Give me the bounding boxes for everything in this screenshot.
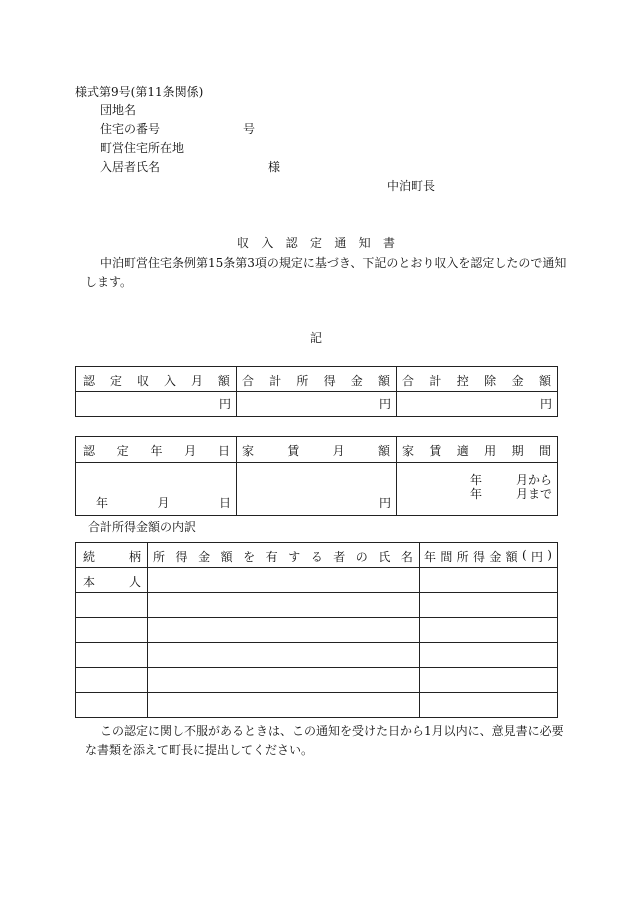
- header-relation: 続 柄: [76, 543, 148, 568]
- header-certified-monthly-income: 認 定 収 入 月 額: [76, 367, 237, 392]
- breakdown-label: 合計所得金額の内訳: [88, 520, 197, 534]
- header-monthly-rent: 家 賃 月 額: [237, 437, 397, 463]
- relation-cell[interactable]: [76, 668, 148, 693]
- house-number-suffix: 号: [243, 122, 256, 136]
- table-row: [76, 693, 558, 718]
- earner-name-cell[interactable]: [148, 693, 420, 718]
- rent-table: [75, 436, 558, 516]
- footer-text-line1: この認定に関し不服があるときは、この通知を受けた日から1月以内に、意見書に必要: [100, 724, 564, 738]
- document-title: 収 入 認 定 通 知 書: [237, 236, 395, 250]
- annual-income-cell[interactable]: [420, 643, 558, 668]
- form-number: 様式第9号(第11条関係): [75, 85, 204, 99]
- relation-cell[interactable]: [76, 643, 148, 668]
- annual-income-cell[interactable]: [420, 668, 558, 693]
- relation-cell[interactable]: 本 人: [76, 568, 148, 593]
- house-number-label: 住宅の番号: [100, 122, 161, 136]
- relation-cell[interactable]: [76, 618, 148, 643]
- earner-name-cell[interactable]: [148, 568, 420, 593]
- earner-name-cell[interactable]: [148, 593, 420, 618]
- danchi-name-label: 団地名: [100, 103, 137, 117]
- issuer: 中泊町長: [387, 179, 436, 193]
- body-text-line2: します。: [85, 275, 133, 289]
- table-row: [76, 668, 558, 693]
- total-deduction-field[interactable]: 円: [397, 392, 558, 417]
- rent-period-field[interactable]: 年 月から 年 月まで: [397, 463, 558, 516]
- header-total-deduction: 合 計 控 除 金 額: [397, 367, 558, 392]
- header-annual-income: 年 間 所 得 金 額 ( 円 ): [420, 543, 558, 568]
- body-text-line1: 中泊町営住宅条例第15条第3項の規定に基づき、下記のとおり収入を認定したので通知: [100, 256, 567, 270]
- table-row: [76, 643, 558, 668]
- monthly-rent-field[interactable]: 円: [237, 463, 397, 516]
- income-breakdown-table: [75, 542, 558, 718]
- header-total-income: 合 計 所 得 金 額: [237, 367, 397, 392]
- ki-label: 記: [310, 331, 323, 345]
- header-rent-period: 家 賃 適 用 期 間: [397, 437, 558, 463]
- table-row: [76, 593, 558, 618]
- annual-income-cell[interactable]: [420, 568, 558, 593]
- certified-monthly-income-field[interactable]: 円: [76, 392, 237, 417]
- annual-income-cell[interactable]: [420, 593, 558, 618]
- earner-name-cell[interactable]: [148, 668, 420, 693]
- annual-income-cell[interactable]: [420, 618, 558, 643]
- table-row: [76, 618, 558, 643]
- certified-date-field[interactable]: 年 月 日: [76, 463, 237, 516]
- header-earner-name: 所 得 金 額 を 有 す る 者 の 氏 名: [148, 543, 420, 568]
- relation-cell[interactable]: [76, 593, 148, 618]
- footer-text-line2: な書類を添えて町長に提出してください。: [85, 743, 314, 757]
- annual-income-cell[interactable]: [420, 693, 558, 718]
- income-table: [75, 366, 558, 417]
- resident-label: 入居者氏名: [100, 160, 161, 174]
- earner-name-cell[interactable]: [148, 643, 420, 668]
- address-label: 町営住宅所在地: [100, 141, 185, 155]
- earner-name-cell[interactable]: [148, 618, 420, 643]
- total-income-field[interactable]: 円: [237, 392, 397, 417]
- resident-suffix: 様: [268, 160, 281, 174]
- relation-cell[interactable]: [76, 693, 148, 718]
- table-row: [76, 568, 558, 593]
- header-certified-date: 認 定 年 月 日: [76, 437, 237, 463]
